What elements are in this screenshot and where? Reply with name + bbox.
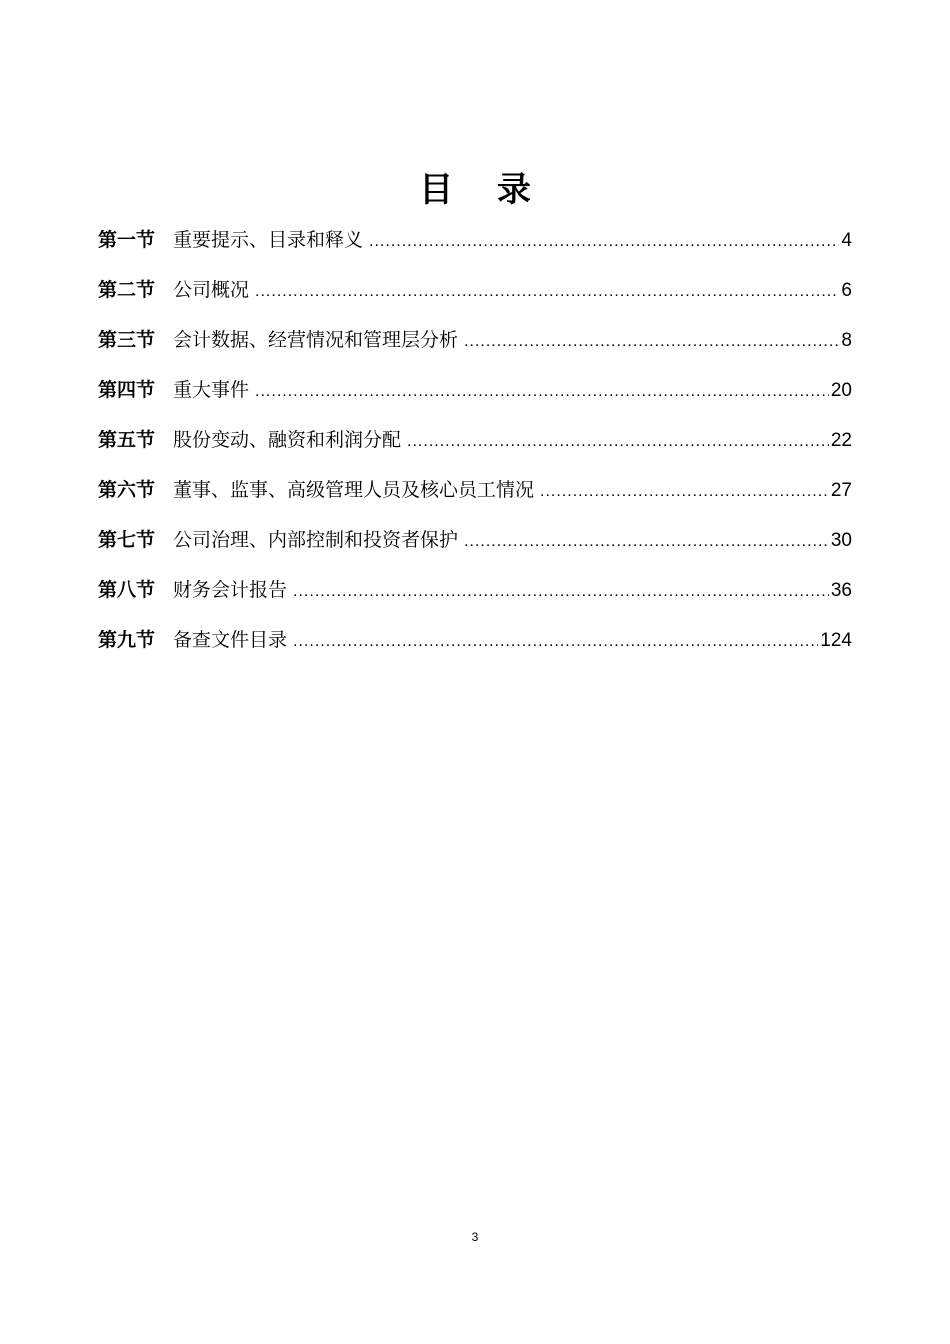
toc-section-label: 第三节 (98, 329, 156, 351)
toc-section-name: 财务会计报告 (173, 579, 288, 601)
toc-section-label: 第五节 (98, 429, 156, 451)
toc-section-name: 重大事件 (173, 379, 250, 401)
toc-section-name: 董事、监事、高级管理人员及核心员工情况 (173, 479, 535, 501)
toc-section-label: 第九节 (98, 629, 156, 651)
toc-page-number: 22 (830, 430, 852, 451)
toc-entry-7[interactable] (98, 520, 852, 570)
toc-section-label: 第二节 (98, 279, 156, 301)
toc-page-number: 6 (841, 280, 852, 301)
dot-leader (293, 622, 818, 662)
toc-entry-9[interactable] (98, 620, 852, 670)
dot-leader (464, 522, 829, 562)
dot-leader (255, 372, 829, 412)
toc-section-label: 第四节 (98, 379, 156, 401)
toc-entry-4[interactable] (98, 370, 852, 420)
dot-leader (540, 472, 829, 512)
toc-entry-6[interactable] (98, 470, 852, 520)
toc-page-number: 30 (830, 530, 852, 551)
toc-page-number: 20 (830, 380, 852, 401)
toc-entry-3[interactable] (98, 320, 852, 370)
toc-page-number: 36 (830, 580, 852, 601)
dot-leader (407, 422, 829, 462)
toc-page-number: 8 (841, 330, 852, 351)
dot-leader (464, 322, 839, 362)
toc-section-name: 重要提示、目录和释义 (173, 229, 364, 251)
toc-section-label: 第八节 (98, 579, 156, 601)
toc-title: 目 录 (419, 170, 547, 210)
toc-section-label: 第七节 (98, 529, 156, 551)
toc-section-name: 会计数据、经营情况和管理层分析 (173, 329, 459, 351)
toc-section-name: 备查文件目录 (173, 629, 288, 651)
toc-section-name: 公司概况 (173, 279, 250, 301)
dot-leader (369, 222, 839, 262)
toc-section-label: 第一节 (98, 229, 156, 251)
toc-entry-8[interactable] (98, 570, 852, 620)
toc-page-number: 27 (830, 480, 852, 501)
dot-leader (255, 272, 839, 312)
toc-section-label: 第六节 (98, 479, 156, 501)
toc-page-number: 124 (820, 630, 852, 651)
toc-entry-1[interactable] (98, 220, 852, 270)
dot-leader (293, 572, 829, 612)
toc-page-number: 4 (841, 230, 852, 251)
toc-section-name: 股份变动、融资和利润分配 (173, 429, 402, 451)
toc-section-name: 公司治理、内部控制和投资者保护 (173, 529, 459, 551)
toc-entry-2[interactable] (98, 270, 852, 320)
page-number: 3 (471, 1230, 479, 1244)
toc-list (98, 220, 852, 670)
toc-entry-5[interactable] (98, 420, 852, 470)
